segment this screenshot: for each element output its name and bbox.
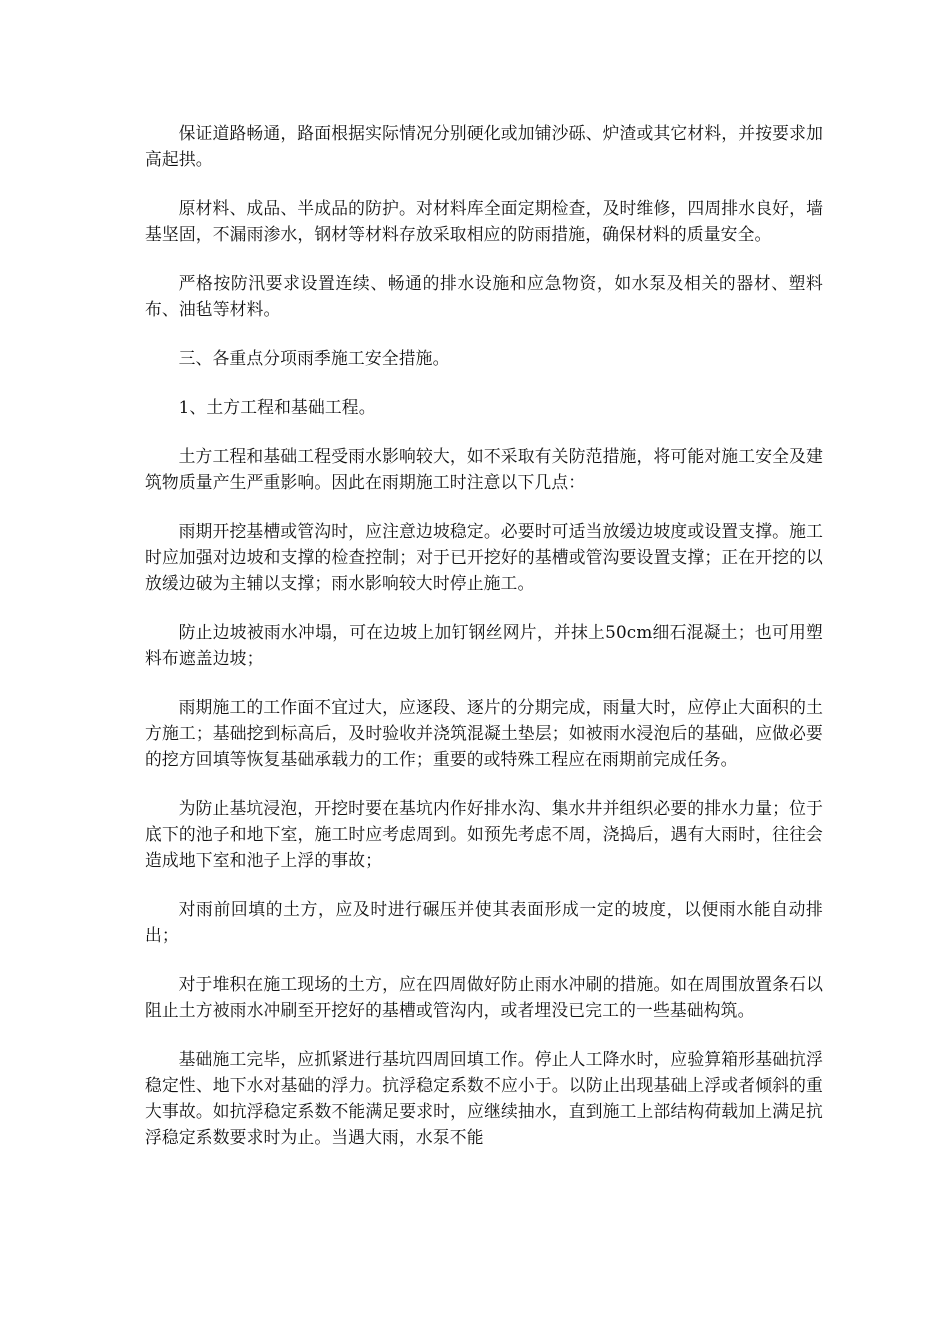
paragraph: 对雨前回填的土方，应及时进行碾压并使其表面形成一定的坡度，以便雨水能自动排出； — [145, 899, 823, 945]
paragraph: 为防止基坑浸泡，开挖时要在基坑内作好排水沟、集水井并组织必要的排水力量；位于底下的池子和地下室，施工时应考虑周到。如预先考虑不周，浇捣后，遇有大雨时，往往会造成地下室和池子上浮的事故； — [145, 798, 823, 870]
paragraph: 雨期开挖基槽或管沟时，应注意边坡稳定。必要时可适当放缓边坡度或设置支撑。施工时应加强对边坡和支撑的检查控制；对于已开挖好的基槽或管沟要设置支撑；正在开挖的以放缓边破为主辅以支撑；雨水影响较大时停止施工。 — [145, 521, 823, 593]
subsection-heading: 1、土方工程和基础工程。 — [178, 397, 376, 417]
paragraph: 防止边坡被雨水冲塌，可在边坡上加钉钢丝网片，并抹上50cm细石混凝土；也可用塑料布遮盖边坡； — [145, 622, 823, 668]
paragraph: 保证道路畅通，路面根据实际情况分别硬化或加铺沙砾、炉渣或其它材料，并按要求加高起拱。 — [145, 123, 823, 169]
paragraph: 原材料、成品、半成品的防护。对材料库全面定期检查，及时维修，四周排水良好，墙基坚固，不漏雨渗水，钢材等材料存放采取相应的防雨措施，确保材料的质量安全。 — [145, 198, 823, 244]
paragraph: 基础施工完毕，应抓紧进行基坑四周回填工作。停止人工降水时，应验算箱形基础抗浮稳定性、地下水对基础的浮力。抗浮稳定系数不应小于。以防止出现基础上浮或者倾斜的重大事故。如抗浮稳定系数不能满足要求时，应继续抽水，直到施工上部结构荷载加上满足抗浮稳定系数要求时为止。当遇大雨，水泵不能 — [145, 1049, 823, 1147]
paragraph: 土方工程和基础工程受雨水影响较大，如不采取有关防范措施，将可能对施工安全及建筑物质量产生严重影响。因此在雨期施工时注意以下几点： — [145, 446, 823, 492]
paragraph: 严格按防汛要求设置连续、畅通的排水设施和应急物资，如水泵及相关的器材、塑料布、油毡等材料。 — [145, 273, 823, 319]
document-body — [145, 120, 823, 1173]
section-heading: 三、各重点分项雨季施工安全措施。 — [178, 348, 450, 368]
paragraph: 对于堆积在施工现场的土方，应在四周做好防止雨水冲刷的措施。如在周围放置条石以阻止土方被雨水冲刷至开挖好的基槽或管沟内，或者埋没已完工的一些基础构筑。 — [145, 974, 823, 1020]
paragraph: 雨期施工的工作面不宜过大，应逐段、逐片的分期完成，雨量大时，应停止大面积的土方施工；基础挖到标高后，及时验收并浇筑混凝土垫层；如被雨水浸泡后的基础，应做必要的挖方回填等恢复基础承载力的工作；重要的或特殊工程应在雨期前完成任务。 — [145, 697, 823, 769]
